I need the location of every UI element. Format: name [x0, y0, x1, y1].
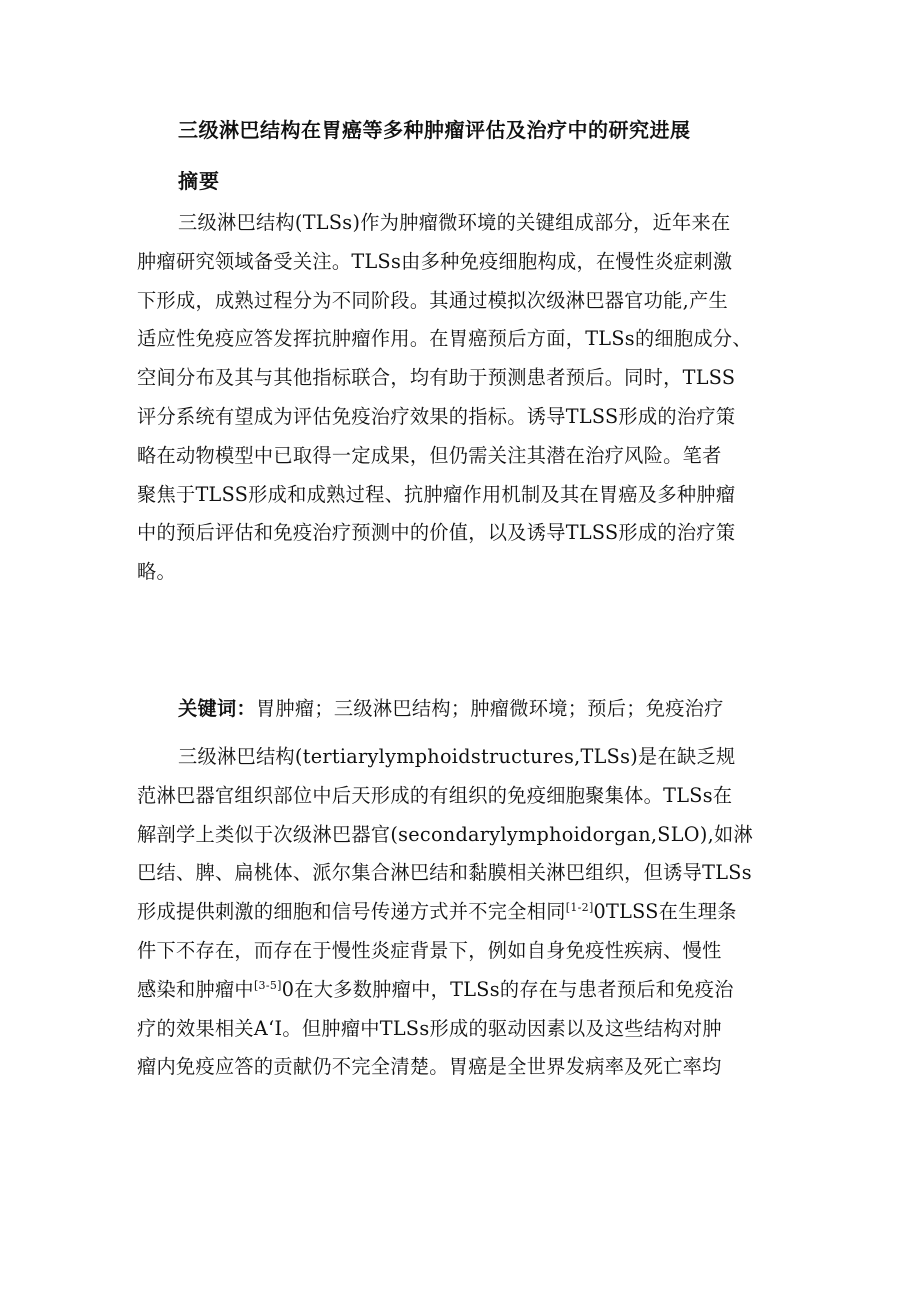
abstract-line: 略在动物模型中已取得一定成果，但仍需关注其潜在治疗风险。笔者 — [137, 443, 722, 467]
abstract-line: 中的预后评估和免疫治疗预测中的价值，以及诱导TLSS形成的治疗策 — [137, 521, 736, 545]
keywords-text: 胃肿瘤；三级淋巴结构；肿瘤微环境；预后；免疫治疗 — [255, 697, 724, 720]
keywords-line — [137, 690, 797, 729]
keywords-paragraph — [137, 690, 797, 729]
citation-ref: [3-5] — [253, 978, 282, 992]
abstract-line: 三级淋巴结构(TLSs)作为肿瘤微环境的关键组成部分，近年来在 — [178, 211, 731, 234]
abstract-line: 肿瘤研究领域备受关注。TLSs由多种免疫细胞构成，在慢性炎症刺激 — [137, 249, 733, 273]
body-text: 0在大多数肿瘤中，TLSs的存在与患者预后和免疫治 — [281, 977, 734, 1001]
body-text: 感染和肿瘤中 — [137, 977, 254, 1001]
keywords-label: 关键词： — [178, 697, 256, 720]
body-paragraph — [137, 738, 797, 1087]
body-line: 范淋巴器官组织部位中后天形成的有组织的免疫细胞聚集体。TLSs在 — [137, 783, 733, 807]
body-line — [137, 893, 797, 932]
document-title: 三级淋巴结构在胃癌等多种肿瘤评估及治疗中的研究进展 — [178, 118, 691, 142]
body-line: 疗的效果相关A‘I。但肿瘤中TLSs形成的驱动因素以及这些结构对肿 — [137, 1016, 722, 1040]
body-line — [137, 971, 797, 1010]
body-text: 形成提供刺激的细胞和信号传递方式并不完全相同 — [137, 900, 566, 924]
body-line: 件下不存在，而存在于慢性炎症背景下，例如自身免疫性疾病、慢性 — [137, 938, 722, 962]
abstract-line: 评分系统有望成为评估免疫治疗效果的指标。诱导TLSS形成的治疗策 — [137, 404, 736, 428]
abstract-line: 略。 — [137, 560, 176, 584]
body-line: 巴结、脾、扁桃体、派尔集合淋巴结和黏膜相关淋巴组织，但诱导TLSs — [137, 861, 752, 885]
body-line: 三级淋巴结构(tertiarylymphoidstructures,TLSs)是在缺乏规 — [178, 745, 736, 768]
body-line: 解剖学上类似于次级淋巴器官(secondarylymphoidorgan,SLO),如淋 — [137, 822, 753, 846]
abstract-paragraph — [137, 204, 797, 592]
abstract-line: 空间分布及其与其他指标联合，均有助于预测患者预后。同时，TLSS — [137, 366, 736, 390]
abstract-line: 适应性免疫应答发挥抗肿瘤作用。在胃癌预后方面，TLSs的细胞成分、 — [137, 327, 752, 351]
abstract-heading: 摘要 — [178, 169, 220, 193]
citation-ref: [1-2] — [565, 901, 594, 915]
body-line: 瘤内免疫应答的贡献仍不完全清楚。胃癌是全世界发病率及死亡率均 — [137, 1055, 722, 1079]
abstract-line: 聚焦于TLSS形成和成熟过程、抗肿瘤作用机制及其在胃癌及多种肿瘤 — [137, 482, 736, 506]
abstract-line: 下形成，成熟过程分为不同阶段。其通过模拟次级淋巴器官功能,产生 — [137, 288, 729, 312]
body-text: 0TLSS在生理条 — [593, 900, 737, 924]
